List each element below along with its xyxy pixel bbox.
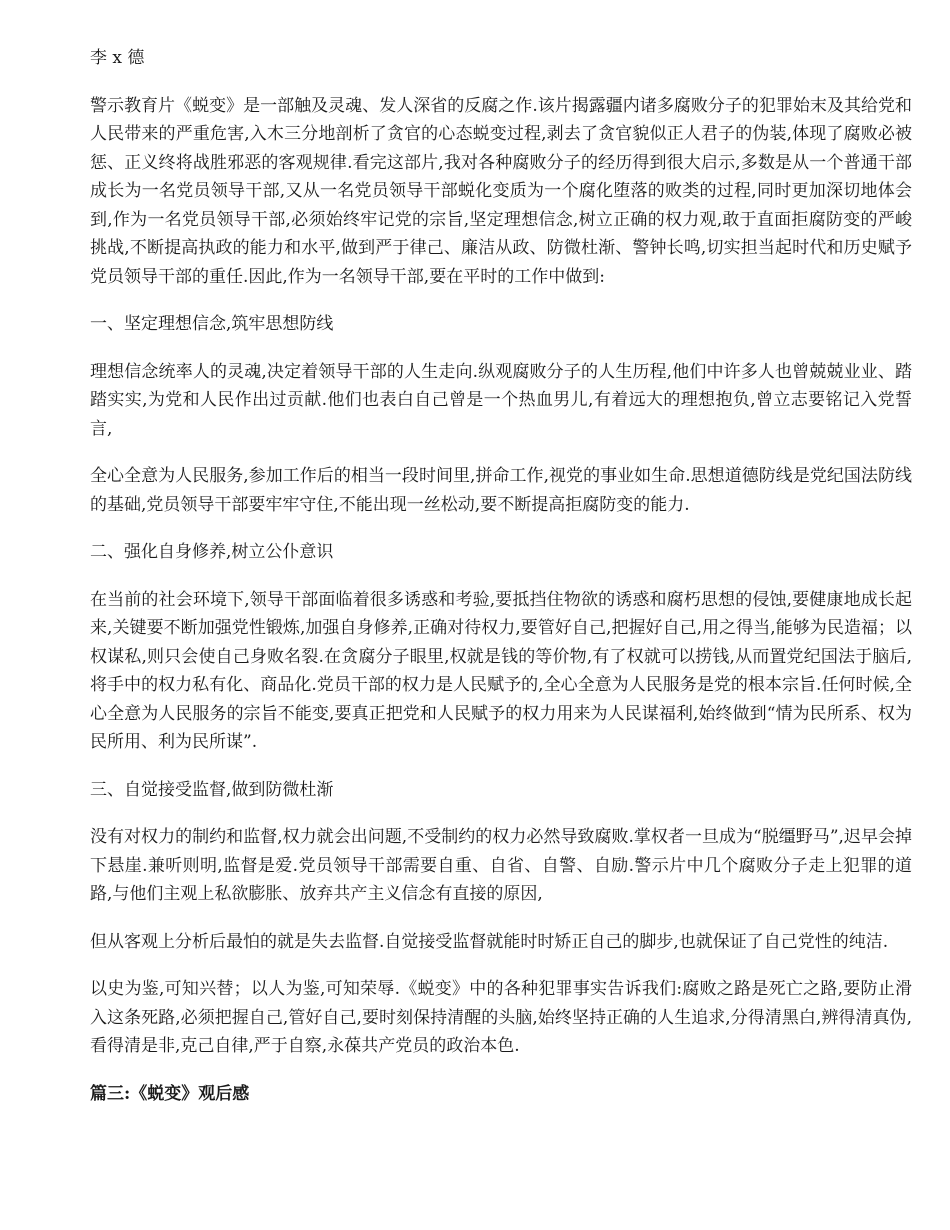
- document-body: [90, 44, 912, 1127]
- conclusion-paragraph: 以史为鉴,可知兴替；以人为鉴,可知荣辱.《蜕变》中的各种犯罪事实告诉我们:腐败之路是死亡之路,要防止滑入这条死路,必须把握自己,管好自己,要时刻保持清醒的头脑,始终坚持正确的人生追求,分得清黑白,辨得清真伪,看得清是非,克己自律,严于自察,永葆共产党员的政治本色.: [90, 979, 912, 1056]
- intro-paragraph: 警示教育片《蜕变》是一部触及灵魂、发人深省的反腐之作.该片揭露疆内诸多腐败分子的犯罪始末及其给党和人民带来的严重危害,入木三分地剖析了贪官的心态蜕变过程,剥去了贪官貌似正人君子的伪装,体现了腐败必被惩、正义终将战胜邪恶的客观规律.看完这部片,我对各种腐败分子的经历得到很大启示,多数是从一个普通干部成长为一名党员领导干部,又从一名党员领导干部蜕化变质为一个腐化堕落的败类的过程,同时更加深切地体会到,作为一名党员领导干部,必须始终牢记党的宗旨,坚定理想信念,树立正确的权力观,敢于直面拒腐防变的严峻挑战,不断提高执政的能力和水平,做到严于律己、廉洁从政、防微杜渐、警钟长鸣,切实担当起时代和历史赋予党员领导干部的重任.因此,作为一名领导干部,要在平时的工作中做到:: [90, 95, 912, 287]
- author-line: 李 x 德: [90, 48, 145, 68]
- section-3-paragraph-1: 没有对权力的制约和监督,权力就会出问题,不受制约的权力必然导致腐败.掌权者一旦成为“脱缰野马”,迟早会掉下悬崖.兼听则明,监督是爱.党员领导干部需要自重、自省、自警、自励.警示片中几个腐败分子走上犯罪的道路,与他们主观上私欲膨胀、放弃共产主义信念有直接的原因,: [90, 827, 912, 904]
- section-heading-2: 二、强化自身修养,树立公仆意识: [90, 542, 334, 562]
- section-heading-3: 三、自觉接受监督,做到防微杜渐: [90, 779, 334, 800]
- section-3-paragraph-2: 但从客观上分析后最怕的就是失去监督.自觉接受监督就能时时矫正自己的脚步,也就保证了自己党性的纯洁.: [90, 931, 889, 952]
- section-2-paragraph: 在当前的社会环境下,领导干部面临着很多诱惑和考验,要抵挡住物欲的诱惑和腐朽思想的侵蚀,要健康地成长起来,关键要不断加强党性锻炼,加强自身修养,正确对待权力,要管好自己,把握好自己,用之得当,能够为民造福；以权谋私,则只会使自己身败名裂.在贪腐分子眼里,权就是钱的等价物,有了权就可以捞钱,从而置党纪国法于脑后,将手中的权力私有化、商品化.党员干部的权力是人民赋予的,全心全意为人民服务是党的根本宗旨.任何时候,全心全意为人民服务的宗旨不能变,要真正把党和人民赋予的权力用来为人民谋福利,始终做到“情为民所系、权为民所用、利为民所谋”.: [90, 589, 912, 752]
- next-article-heading: 篇三:《蜕变》观后感: [90, 1083, 250, 1104]
- section-heading-1: 一、坚定理想信念,筑牢思想防线: [90, 314, 334, 334]
- section-1-paragraph-1: 理想信念统率人的灵魂,决定着领导干部的人生走向.纵观腐败分子的人生历程,他们中许多人也曾兢兢业业、踏踏实实,为党和人民作出过贡献.他们也表白自己曾是一个热血男儿,有着远大的理想抱负,曾立志要铭记入党誓言,: [90, 361, 912, 439]
- section-1-paragraph-2: 全心全意为人民服务,参加工作后的相当一段时间里,拼命工作,视党的事业如生命.思想道德防线是党纪国法防线的基础,党员领导干部要牢牢守住,不能出现一丝松动,要不断提高拒腐防变的能力.: [90, 466, 912, 515]
